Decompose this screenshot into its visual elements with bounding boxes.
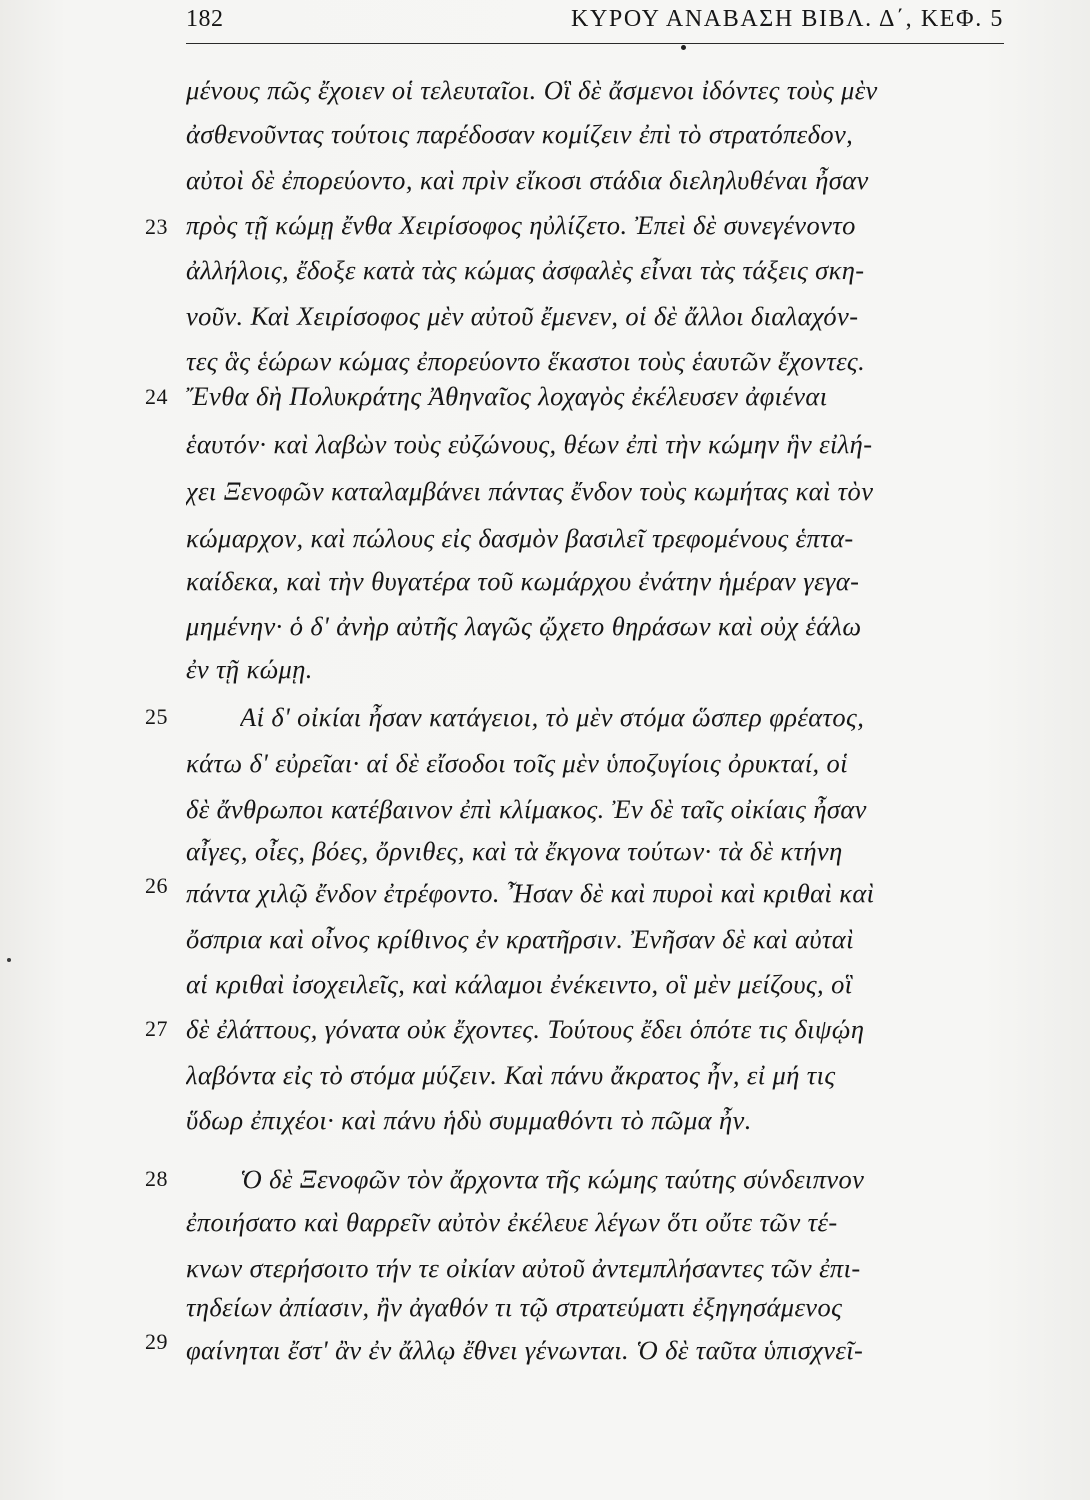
text-line: αὐτοὶ δὲ ἐπορεύοντο, καὶ πρὶν εἴκοσι στάδια διεληλυθέναι ἦσαν (186, 165, 869, 195)
text-line: κνων στερήσοιτο τήν τε οἰκίαν αὐτοῦ ἀντεμπλήσαντες τῶν ἐπι- (186, 1253, 861, 1283)
text-line: πάντα χιλῷ ἔνδον ἐτρέφοντο. Ἦσαν δὲ καὶ πυροὶ καὶ κριθαὶ καὶ (186, 878, 875, 908)
text-line: μένους πῶς ἔχοιεν οἱ τελευταῖοι. Οἳ δὲ ἄσμενοι ἰδόντες τοὺς μὲν (186, 75, 878, 105)
text-line: πρὸς τῇ κώμῃ ἔνθα Χειρίσοφος ηὐλίζετο. Ἐπεὶ δὲ συνεγένοντο (186, 210, 856, 240)
running-title: ΚΥΡΟΥ ΑΝΑΒΑΣΗ ΒΙΒΛ. Δ΄, ΚΕΦ. 5 (571, 6, 1004, 32)
text-line: νοῦν. Καὶ Χειρίσοφος μὲν αὐτοῦ ἔμενεν, οἱ δὲ ἄλλοι διαλαχόν- (186, 301, 859, 331)
section-number-28: 28 (145, 1166, 168, 1191)
section-number-24: 24 (145, 384, 168, 409)
text-line: Ἔνθα δὴ Πολυκράτης Ἀθηναῖος λοχαγὸς ἐκέλευσεν ἀφιέναι (186, 381, 828, 411)
text-line: κώμαρχον, καὶ πώλους εἰς δασμὸν βασιλεῖ τρεφομένους ἑπτα- (186, 523, 854, 553)
text-line: φαίνηται ἔστ' ἂν ἐν ἄλλῳ ἔθνει γένωνται. Ὁ δὲ ταῦτα ὑπισχνεῖ- (186, 1335, 864, 1365)
text-line: μημένην· ὁ δ' ἀνὴρ αὐτῆς λαγῶς ᾤχετο θηράσων καὶ οὐχ ἑάλω (186, 611, 862, 641)
text-line: αἱ κριθαὶ ἰσοχειλεῖς, καὶ κάλαμοι ἐνέκειντο, οἳ μὲν μείζους, οἳ (186, 969, 853, 999)
text-line: ἑαυτόν· καὶ λαβὼν τοὺς εὐζώνους, θέων ἐπὶ τὴν κώμην ἣν εἰλή- (186, 429, 873, 459)
page-number: 182 (186, 6, 224, 32)
header-rule (186, 43, 1004, 44)
margin-speck (7, 958, 11, 962)
section-number-29: 29 (145, 1329, 168, 1354)
text-line: ἀλλήλοις, ἔδοξε κατὰ τὰς κώμας ἀσφαλὲς εἶναι τὰς τάξεις σκη- (186, 255, 865, 285)
text-line: ἐν τῇ κώμῃ. (186, 654, 313, 684)
text-line: δὲ ἄνθρωποι κατέβαινον ἐπὶ κλίμακος. Ἐν δὲ ταῖς οἰκίαις ἦσαν (186, 794, 867, 824)
section-number-25: 25 (145, 704, 168, 729)
text-line: λαβόντα εἰς τὸ στόμα μύζειν. Καὶ πάνυ ἄκρατος ἦν, εἰ μή τις (186, 1060, 836, 1090)
text-line: ἀσθενοῦντας τούτοις παρέδοσαν κομίζειν ἐπὶ τὸ στρατόπεδον, (186, 119, 854, 149)
page-header (186, 6, 1004, 40)
text-line: ἐποιήσατο καὶ θαρρεῖν αὐτὸν ἐκέλευε λέγων ὅτι οὔτε τῶν τέ- (186, 1207, 838, 1237)
section-number-23: 23 (145, 214, 168, 239)
text-line: τες ἃς ἑώρων κώμας ἐπορεύοντο ἕκαστοι τοὺς ἑαυτῶν ἔχοντες. (186, 346, 866, 376)
section-number-27: 27 (145, 1016, 168, 1041)
text-line: αἶγες, οἶες, βόες, ὄρνιθες, καὶ τὰ ἔκγονα τούτων· τὰ δὲ κτήνη (186, 836, 843, 866)
text-line: ὕδωρ ἐπιχέοι· καὶ πάνυ ἡδὺ συμμαθόντι τὸ πῶμα ἦν. (186, 1105, 752, 1135)
section-number-26: 26 (145, 873, 168, 898)
text-line: Αἱ δ' οἰκίαι ἦσαν κατάγειοι, τὸ μὲν στόμα ὥσπερ φρέατος, (240, 702, 865, 732)
text-line: δὲ ἐλάττους, γόνατα οὐκ ἔχοντες. Τούτους ἔδει ὁπότε τις διψῴη (186, 1014, 865, 1044)
text-line: Ὁ δὲ Ξενοφῶν τὸν ἄρχοντα τῆς κώμης ταύτης σύνδειπνον (240, 1164, 865, 1194)
header-ornament-dot (681, 45, 686, 50)
text-line: χει Ξενοφῶν καταλαμβάνει πάντας ἔνδον τοὺς κωμήτας καὶ τὸν (186, 476, 874, 506)
text-line: καίδεκα, καὶ τὴν θυγατέρα τοῦ κωμάρχου ἐνάτην ἡμέραν γεγα- (186, 566, 860, 596)
text-line: ὄσπρια καὶ οἶνος κρίθινος ἐν κρατῆρσιν. Ἐνῆσαν δὲ καὶ αὐταὶ (186, 924, 854, 954)
text-line: κάτω δ' εὐρεῖαι· αἱ δὲ εἴσοδοι τοῖς μὲν ὑποζυγίοις ὀρυκταί, οἱ (186, 748, 848, 778)
text-line: τηδείων ἀπίασιν, ἢν ἀγαθόν τι τῷ στρατεύματι ἐξηγησάμενος (186, 1292, 843, 1322)
